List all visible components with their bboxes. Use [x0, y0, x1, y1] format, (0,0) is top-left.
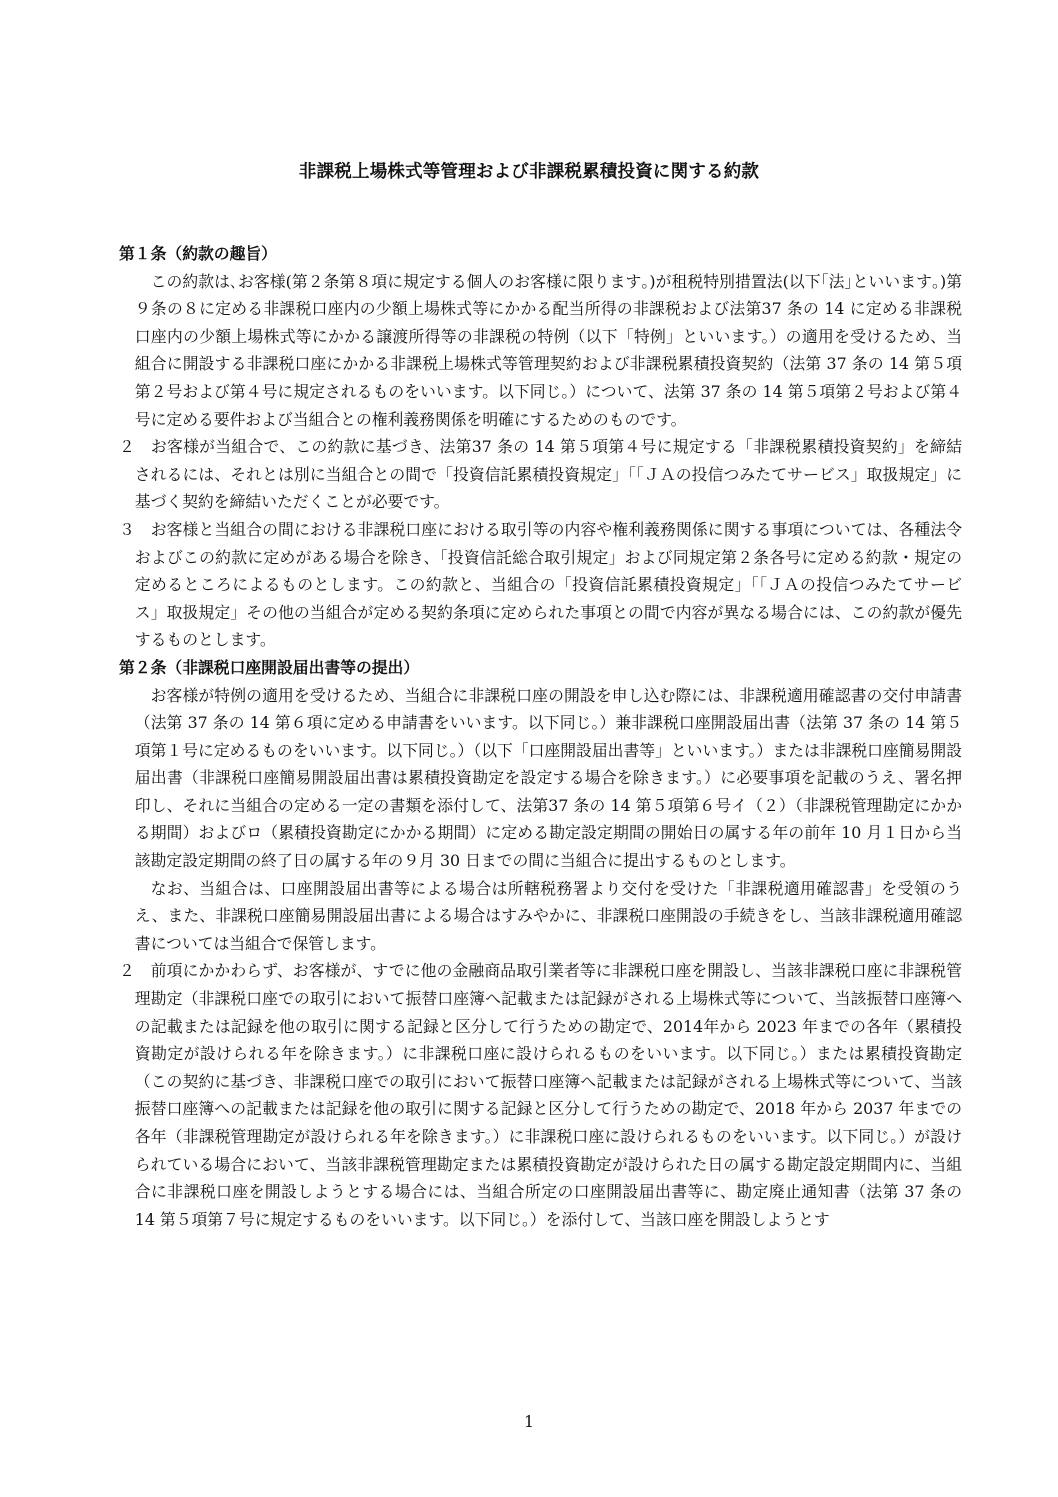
- article-2-item-2-number: ２: [119, 961, 135, 981]
- article-2-item-2-text: 前項にかかわらず、お客様が、すでに他の金融商品取引業者等に非課税口座を開設し、当該非課税口座に非課税管理勘定（非課税口座での取引において振替口座簿へ記載または記録がされる上場株式等について、当該振替口座簿への記載または記録を他の取引に関する記録と区分して行うための勘定で、2014年から 2023 年までの各年（累積投資勘定が設けられる年を除きます。）に非課税口座に設けられるものをいいます。以下同じ。）または累積投資勘定（この契約に基づき、非課税口座での取引において振替口座簿へ記載または記録がされる上場株式等について、当該振替口座簿への記載または記録を他の取引に関する記録と区分して行うための勘定で、2018 年から 2037 年までの各年（非課税管理勘定が設けられる年を除きます。）に非課税口座に設けられるものをいいます。以下同じ。）が設けられている場合において、当該非課税管理勘定または累積投資勘定が設けられた日の属する勘定設定期間内に、当組合に非課税口座を開設しようとする場合には、当組合所定の口座開設届出書等に、勘定廃止通知書（法第 37 条の 14 第５項第７号に規定するものをいいます。以下同じ。）を添付して、当該口座を開設しようとす: [134, 961, 962, 1229]
- article-2-heading: 第２条（非課税口座開設届出書等の提出）: [119, 657, 420, 677]
- document-body: [119, 240, 962, 1233]
- article-1-item-3-number: ３: [119, 519, 135, 539]
- article-1-item-3-text: お客様と当組合の間における非課税口座における取引等の内容や権利義務関係に関する事項については、各種法令およびこの約款に定めがある場合を除き、「投資信託総合取引規定」および同規定第２条各号に定める約款・規定の定めるところによるものとします。この約款と、当組合の「投資信託累積投資規定」「「ＪＡの投信つみたてサービス」取扱規定」その他の当組合が定める契約条項に定められた事項との間で内容が異なる場合には、この約款が優先するものとします。: [134, 519, 962, 650]
- article-2-item-2: [119, 957, 962, 1233]
- article-2-paragraph-1: お客様が特例の適用を受けるため、当組合に非課税口座の開設を申し込む際には、非課税適用確認書の交付申請書（法第 37 条の 14 第６項に定める申請書をいいます。以下同じ。）兼非課税口座開設届出書（法第 37 条の 14 第５項第１号に定めるものをいいます。以下同じ。）（以下「口座開設届出書等」といいます。）または非課税口座簡易開設届出書（非課税口座簡易開設届出書は累積投資勘定を設定する場合を除きます。）に必要事項を記載のうえ、署名押印し、それに当組合の定める一定の書類を添付して、法第37 条の 14 第５項第６号イ（２）（非課税管理勘定にかかる期間）およびロ（累積投資勘定にかかる期間）に定める勘定設定期間の開始日の属する年の前年 10 月１日から当該勘定設定期間の終了日の属する年の９月 30 日までの間に当組合に提出するものとします。: [134, 685, 962, 871]
- article-1-item-2: [119, 433, 962, 516]
- article-2-paragraph-2: なお、当組合は、口座開設届出書等による場合は所轄税務署より交付を受けた「非課税適用確認書」を受領のうえ、また、非課税口座簡易開設届出書による場合はすみやかに、非課税口座開設の手続きをし、当該非課税適用確認書については当組合で保管します。: [134, 878, 962, 953]
- article-1-item-2-text: お客様が当組合で、この約款に基づき、法第37 条の 14 第５項第４号に規定する「非課税累積投資契約」を締結されるには、それとは別に当組合との間で「投資信託累積投資規定」「「ＪＡの投信つみたてサービス」取扱規定」に基づく契約を締結いただくことが必要です。: [134, 437, 962, 512]
- article-1-item-3: [119, 516, 962, 654]
- page-number: 1: [523, 1412, 535, 1431]
- article-1-paragraph-1: この約款は､お客様(第２条第８項に規定する個人のお客様に限ります｡)が租税特別措置法(以下｢法｣といいます｡)第９条の８に定める非課税口座内の少額上場株式等にかかる配当所得の非課税および法第37 条の 14 に定める非課税口座内の少額上場株式等にかかる譲渡所得等の非課税の特例（以下「特例」といいます。）の適用を受けるため、当組合に開設する非課税口座にかかる非課税上場株式等管理契約および非課税累積投資契約（法第 37 条の 14 第５項第２号および第４号に規定されるものをいいます。以下同じ。）について、法第 37 条の 14 第５項第２号および第４号に定める要件および当組合との権利義務関係を明確にするためのものです。: [134, 271, 962, 429]
- article-1-heading: 第１条（約款の趣旨）: [119, 244, 277, 263]
- document-title: 非課税上場株式等管理および非課税累積投資に関する約款: [298, 162, 760, 182]
- article-1-item-2-number: ２: [119, 437, 135, 457]
